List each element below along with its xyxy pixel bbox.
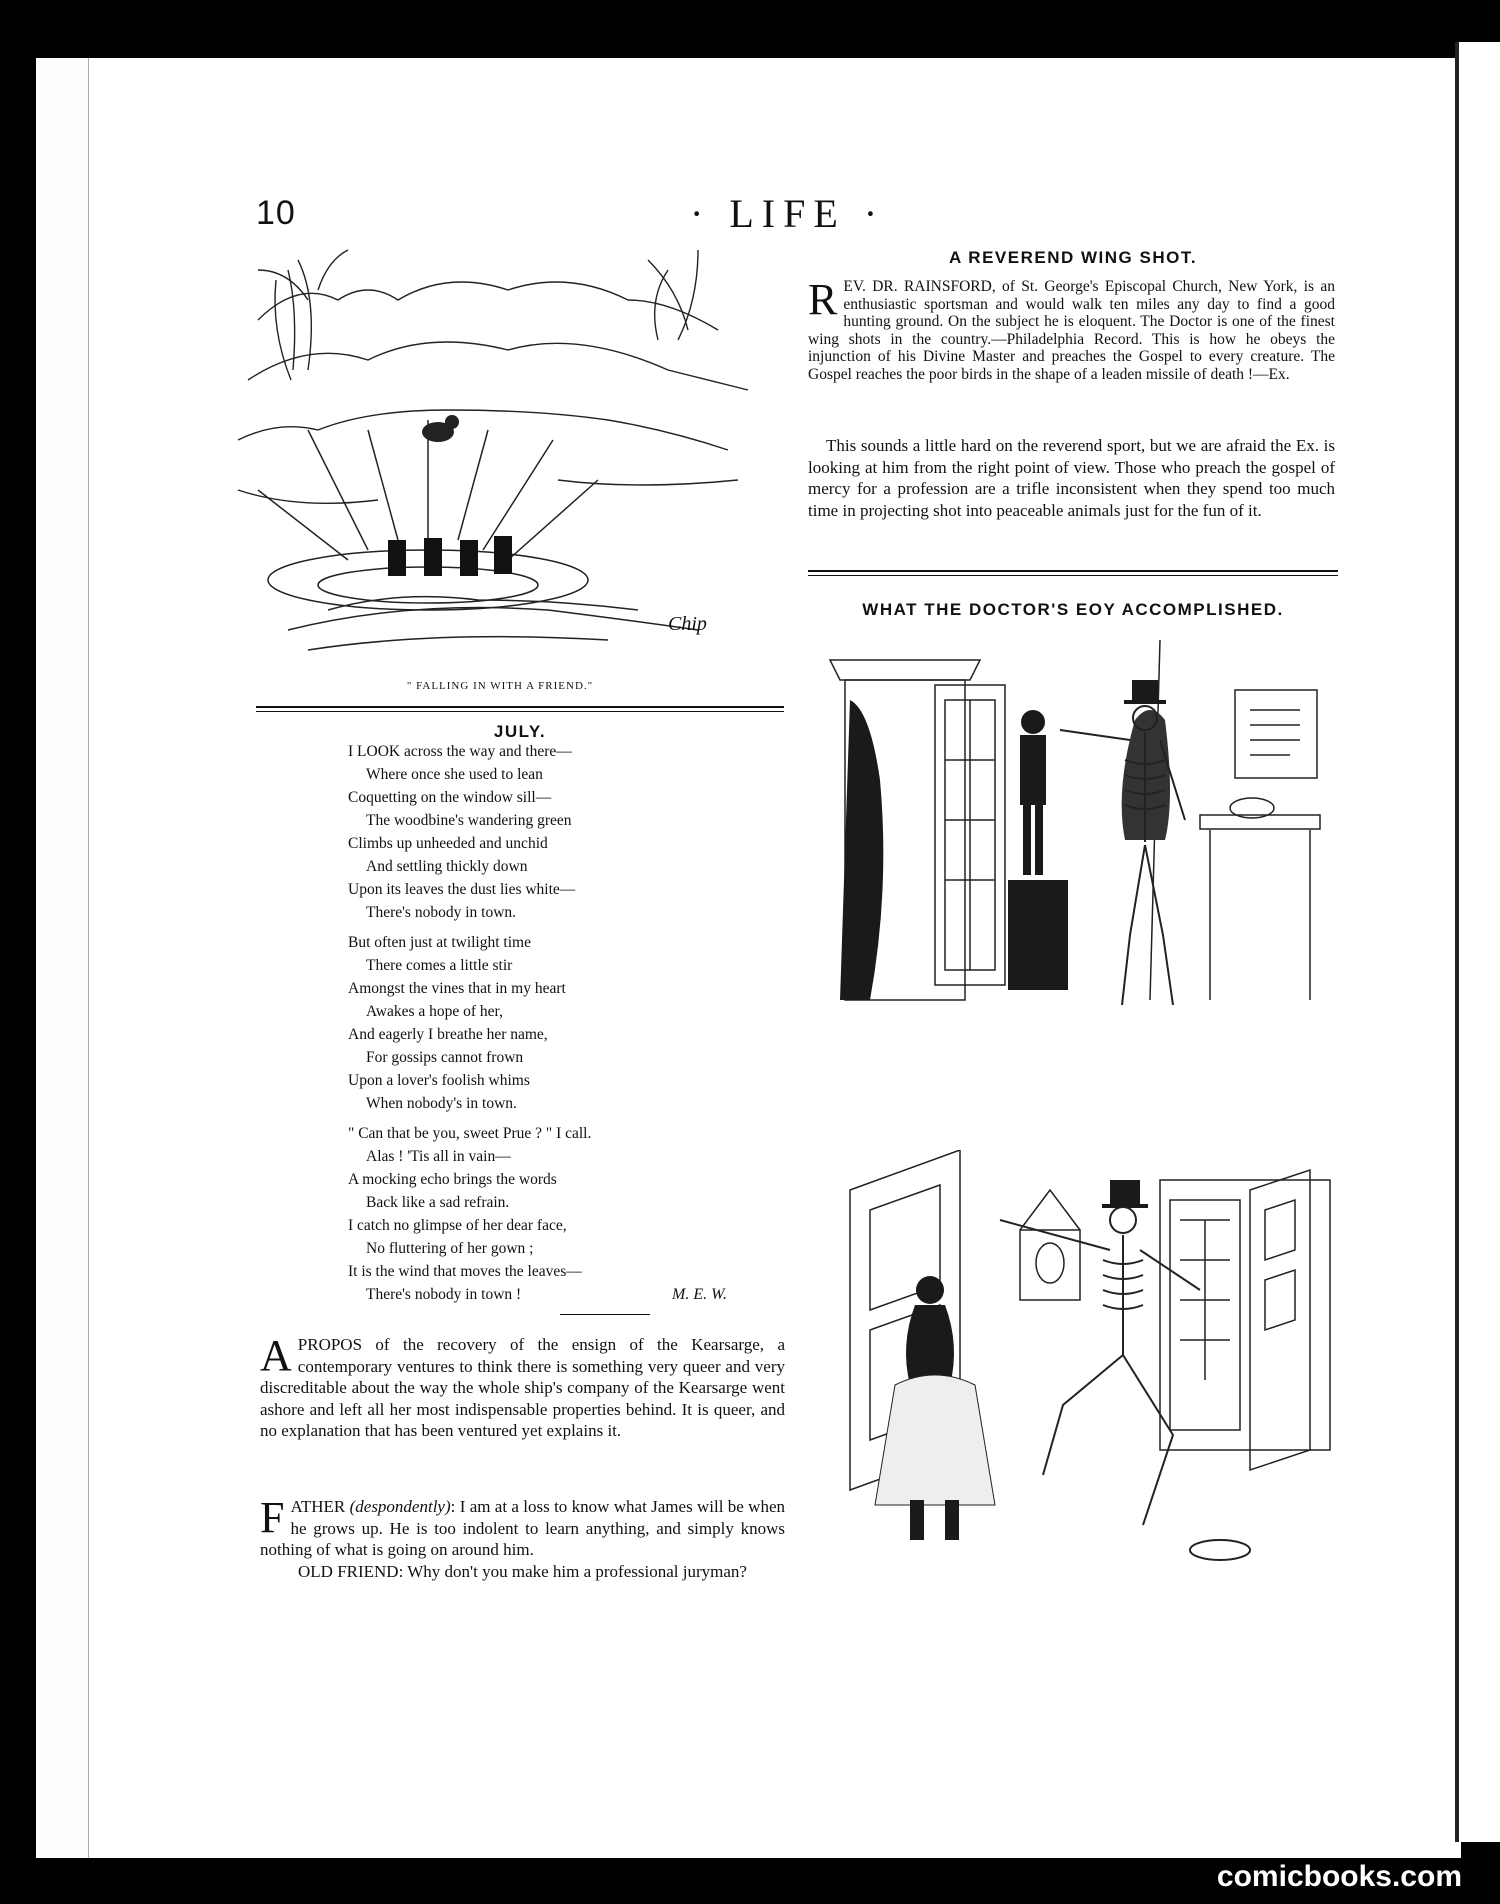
poem-line: No fluttering of her gown ; — [366, 1240, 534, 1257]
poem-line: Coquetting on the window sill— — [348, 789, 552, 806]
poem-line: Upon a lover's foolish whims — [348, 1072, 530, 1089]
wing-shot-comment-text: This sounds a little hard on the reverend sport, but we are afraid the Ex. is looking at him from the right point of view. Those who preach the gospel of mercy for a profession are a trifle inconsistent when they spend too much time in projecting shot into peaceable animals just for the fun of it. — [808, 436, 1335, 520]
poem-line: When nobody's in town. — [366, 1095, 517, 1112]
cartoon-caption: " FALLING IN WITH A FRIEND." — [406, 680, 594, 692]
poem-line: There's nobody in town. — [366, 904, 517, 921]
poem-line: " Can that be you, sweet Prue ? " I call. — [348, 1125, 592, 1142]
page-number: 10 — [256, 194, 296, 232]
poem-line: And settling thickly down — [366, 858, 528, 875]
cartoon-falling-in — [228, 240, 768, 680]
poem-body — [348, 740, 788, 1313]
illustration-maid-skeleton — [820, 1150, 1340, 1590]
apropos-paragraph — [260, 1331, 785, 1442]
speaker-old-friend: OLD FRIEND — [298, 1561, 399, 1581]
stanza-3 — [348, 1122, 788, 1306]
page-binding-edge — [36, 58, 89, 1858]
old-friend-reply — [260, 1561, 785, 1583]
wing-shot-quote-text: EV. DR. RAINSFORD, of St. George's Episcopal Church, New York, is an enthusiastic sportsman and would walk ten miles any day to find a good hunting ground. On the subject he is eloquent. The Doctor is one of the finest wing shots in the country.—Philadelphia Record. This is how he obeys the injunction of his Divine Master and preaches the Gospel to every creature. The Gospel reaches the poor birds in the shape of a leaden missile of death !—Ex. — [808, 278, 1335, 383]
poem-line: It is the wind that moves the leaves— — [348, 1263, 582, 1280]
poem-line: A mocking echo brings the words — [348, 1171, 557, 1188]
drop-cap: A — [260, 1331, 292, 1380]
cartoon-signature: Chip — [668, 613, 707, 635]
poem-line: And eagerly I breathe her name, — [348, 1026, 548, 1043]
adjacent-page-edge — [1455, 42, 1500, 1842]
speaker-father: ATHER — [290, 1497, 346, 1516]
father-dialogue — [260, 1493, 786, 1582]
apropos-text: PROPOS of the recovery of the ensign of the Kearsarge, a contemporary ventures to think there is something very queer and very discreditable about the way the whole ship's company of the Kearsarge went ashore and left all her most indispensable properties behind. It is queer, and no explanation that has been ventured yet explains it. — [260, 1335, 785, 1440]
divider-rule — [808, 570, 1338, 576]
poem-line: Amongst the vines that in my heart — [348, 980, 566, 997]
poem-line: There comes a little stir — [366, 957, 513, 974]
watermark: comicbooks.com — [1216, 1860, 1462, 1893]
poem-line: But often just at twilight time — [348, 934, 531, 951]
stanza-1 — [348, 740, 788, 924]
poem-line: For gossips cannot frown — [366, 1049, 524, 1066]
poem-line: I LOOK across the way and there— — [348, 743, 572, 760]
wing-shot-quote — [808, 275, 1335, 383]
poem-line: The woodbine's wandering green — [366, 812, 572, 829]
poem-end-rule — [560, 1314, 650, 1315]
article-title-wing-shot: A REVEREND WING SHOT. — [948, 248, 1198, 267]
divider-rule — [256, 706, 784, 712]
poem-line: Where once she used to lean — [366, 766, 543, 783]
stanza-2 — [348, 931, 788, 1115]
poem-line: Back like a sad refrain. — [366, 1194, 510, 1211]
drop-cap: R — [808, 275, 838, 324]
article-title-doctor: WHAT THE DOCTOR'S EOY ACCOMPLISHED. — [862, 600, 1284, 619]
poem-line: Alas ! 'Tis all in vain— — [366, 1148, 511, 1165]
stage-direction: (despondently) — [349, 1497, 451, 1516]
drop-cap: F — [260, 1493, 285, 1542]
poem-signature: M. E. W. — [672, 1286, 727, 1303]
poem-title: JULY. — [493, 722, 547, 741]
masthead: · LIFE · — [690, 191, 886, 236]
father-line: : I am at a loss to know what James will be when he grows up. He is too indolent to learn anything, and simply knows nothing of what is going on around him. — [260, 1497, 786, 1559]
poem-line: There's nobody in town ! — [366, 1286, 522, 1303]
old-friend-line: : Why don't you make him a professional juryman? — [398, 1561, 747, 1581]
poem-line: Upon its leaves the dust lies white— — [348, 881, 576, 898]
wing-shot-comment — [808, 435, 1335, 521]
poem-line: Awakes a hope of her, — [366, 1003, 503, 1020]
poem-line: I catch no glimpse of her dear face, — [348, 1217, 567, 1234]
illustration-boy-skeleton — [820, 640, 1340, 1060]
poem-line: Climbs up unheeded and unchid — [348, 835, 548, 852]
